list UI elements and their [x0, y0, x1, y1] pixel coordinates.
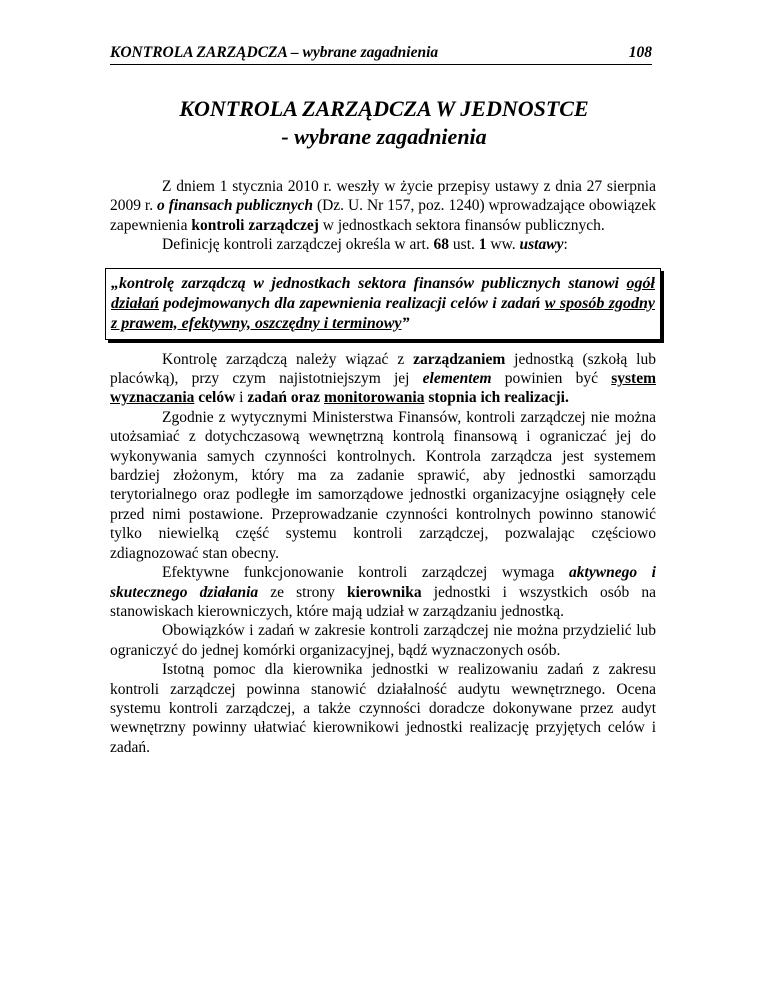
text: Definicję kontroli zarządczej określa w art.	[162, 236, 434, 254]
document-body	[110, 177, 656, 757]
emphasis: zarządzaniem	[413, 350, 506, 368]
quote-text	[111, 274, 655, 334]
underlined-text: w sposób zgodny z prawem, efektywny, oszczędny i terminowy	[111, 294, 655, 332]
paragraph-management	[110, 350, 656, 408]
page-title	[0, 95, 768, 151]
running-header	[110, 44, 652, 65]
text: (Dz. U. Nr 157, poz. 1240) wprowadzające obowiązek zapewnienia	[110, 197, 656, 234]
emphasis: stopnia ich realizacji.	[428, 389, 569, 407]
emphasis: elementem	[422, 370, 492, 388]
emphasis: zadań oraz	[247, 389, 321, 407]
text: Z dniem 1 stycznia 2010 r. weszły w życie przepisy ustawy z dnia 27 sierpnia 2009 r.	[110, 178, 656, 215]
emphasis: kontroli zarządczej	[191, 216, 319, 234]
emphasis: ustawy	[519, 236, 564, 254]
paragraph-audit: Istotną pomoc dla kierownika jednostki w realizowaniu zadań z zakresu kontroli zarządczej powinna stanowić działalność audytu wewnętrznego. Ocena systemu kontroli zarządczej, a także czynności doradcze dokonywane przez audyt wewnętrzny powinny ułatwiać kierownikowi jednostki realizację przyjętych celów i zadań.	[110, 661, 656, 756]
page-number: 108	[628, 44, 652, 61]
paragraph-guidelines: Zgodnie z wytycznymi Ministerstwa Finansów, kontroli zarządczej nie można utożsamiać z dotychczasową wewnętrzną kontrolą finansową i ograniczać jej do wykonywania samych czynności kontrolnych. Kontrola zarządcza jest systemem bardziej złożonym, który ma za zadanie sprawić, aby jednostki samorządu terytorialnego oraz podległe im samorządowe jednostki organizacyjne osiągnęły cele przed nimi postawione. Przeprowadzanie czynności kontrolnych powinno stanowić tylko niewielką część systemu kontroli zarządczej, pozwalając częściowo zdiagnozować stan obecny.	[110, 408, 656, 562]
act-title: o finansach publicznych	[157, 197, 314, 215]
underlined-emphasis: system wyznaczania	[110, 370, 656, 407]
paragraph-intro	[110, 177, 656, 235]
text: Kontrolę zarządczą należy wiązać z	[162, 350, 414, 368]
article-number: 68	[433, 236, 450, 254]
text: jednostką (szkołą lub placówką), przy czym najistotniejszym jej	[110, 350, 656, 388]
text: ww.	[486, 236, 520, 254]
paragraph-duties: Obowiązków i zadań w zakresie kontroli zarządczej nie można przydzielić lub ograniczyć do jednej komórki organizacyjnej, bądź wyznaczonych osób.	[110, 622, 656, 659]
text: ”	[401, 314, 410, 332]
text: podejmowanych dla zapewnienia realizacji celów i zadań	[159, 294, 545, 312]
definition-quote-box	[105, 268, 661, 340]
text: „kontrolę zarządczą w jednostkach sektora finansów publicznych stanowi	[111, 274, 627, 292]
text: powinien być	[491, 370, 612, 388]
underlined-text: ogół działań	[111, 274, 655, 312]
underlined-emphasis: monitorowania	[323, 389, 425, 407]
section-number: 1	[478, 236, 487, 254]
text: jednostki i wszystkich osób na stanowiskach kierowniczych, które mają udział w zarządzaniu jednostką.	[110, 583, 656, 620]
text: ze strony	[258, 583, 347, 601]
emphasis: celów	[198, 389, 236, 407]
title-line-2: - wybrane zagadnienia	[281, 124, 487, 149]
paragraph-definition	[110, 235, 656, 254]
text: :	[563, 236, 568, 254]
text: w jednostkach sektora finansów publicznych.	[318, 216, 605, 234]
text: i	[235, 389, 248, 407]
title-line-1: KONTROLA ZARZĄDCZA W JEDNOSTCE	[179, 96, 589, 121]
text: Efektywne funkcjonowanie kontroli zarządczej wymaga	[162, 564, 570, 582]
running-title: KONTROLA ZARZĄDCZA – wybrane zagadnienia	[110, 44, 439, 61]
emphasis: aktywnego i skutecznego działania	[110, 564, 656, 601]
text: ust.	[449, 236, 479, 254]
paragraph-effective	[110, 563, 656, 621]
emphasis: kierownika	[346, 583, 422, 601]
